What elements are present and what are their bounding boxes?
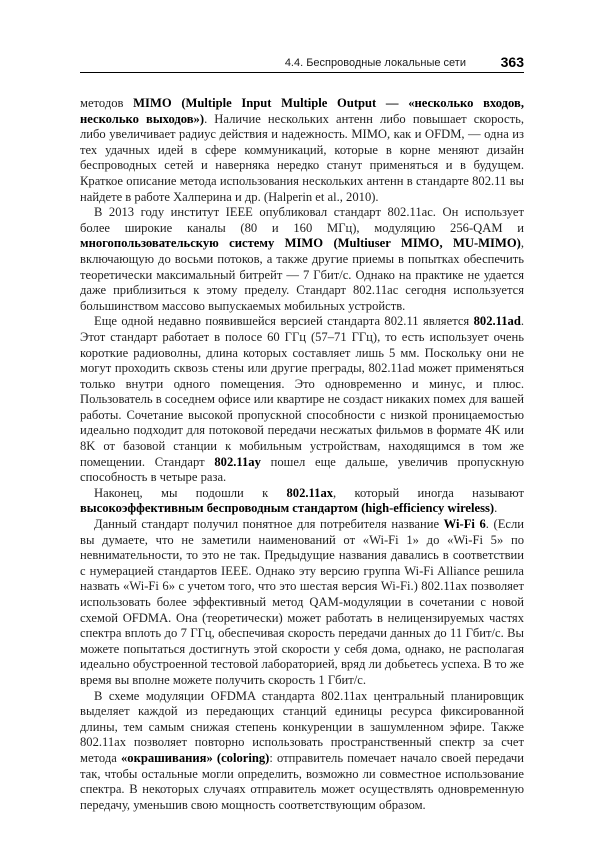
text-run: . Наличие нескольких антенн либо повышает скорость, либо увеличивает радиус действия и надежность. MIMO, как и OFDM, — одна из тех удачных идей в сфере коммуникаций, которые в корне меняют дизайн беспроводных сетей и наверняка нередко станут применяться и в будущем. Краткое описание метода использования нескольких антенн в стандарте 802.11 вы найдете в работе Халперина и др. (Halperin et al., 2010). [80, 111, 525, 204]
text-run: методов [80, 96, 134, 110]
paragraph-80211ac [80, 205, 524, 314]
text-run: . (Если вы думаете, что не заметили наименований от «Wi-Fi 1» до «Wi-Fi 5» по невнимательности, то это не так. Предыдущие названия давались в соответствии с нумерацией стандартов IEEE. Однако эту версию группа Wi-Fi Alliance решила назвать «Wi-Fi 6» с учетом того, что это шестая версия Wi-Fi.) 802.11ax позволяет использовать более эффективный метод QAM-модуляции в сочетании с новой схемой OFDMA. Она (теоретически) может работать в нелицензируемых частях спектра вплоть до 7 ГГц, обеспечивая скорость передачи данных до 11 Гбит/с. Вы можете попытаться достигнуть этой скорости у себя дома, однако, не располагая идеально обустроенной тестовой лабораторией, вряд ли добьетесь успеха. В то же время вы вполне можете получить скорость 1 Гбит/с. [80, 517, 524, 687]
text-run: В 2013 году институт IEEE опубликовал стандарт 802.11ac. Он использует более широкие каналы (80 и 160 МГц), модуляцию 256-QAM и [80, 205, 524, 235]
paragraph-wifi6 [80, 517, 524, 689]
term-wifi6: Wi-Fi 6 [443, 517, 486, 532]
text-run: Еще одной недавно появившейся версией стандарта 802.11 является [94, 314, 474, 329]
text-run: В схеме модуляции OFDMA стандарта 802.11ax центральный планировщик выделяет каждой из передающих станций единицы ресурса фиксированной длины, тем самым снижая степень конкуренции в зашумленном эфире. Также 802.11ax позволяет повторно использовать пространственный спектр за счет метода [80, 688, 524, 765]
term-coloring: «окрашивания» (coloring) [120, 750, 270, 765]
term-80211ay: 802.11ay [214, 454, 261, 469]
term-80211ax: 802.11ax [286, 485, 334, 500]
body-text [80, 96, 524, 813]
term-mimo: MIMO (Multiple Input Multiple Output — «несколько входов, несколько выходов») [80, 96, 524, 126]
text-run: . Этот стандарт работает в полосе 60 ГГц (57–71 ГГц), то есть использует очень короткие радиоволны, длина которых составляет лишь 5 мм. Поскольку они не могут проходить сквозь стены или другие преграды, 802.11ad может применяться только внутри одного помещения. Это одновременно и минус, и плюс. Пользователь в соседнем офисе или квартире не создаст никаких помех для вашей работы. Сочетание высокой пропускной способности с низкой проницаемостью идеально подходит для потоковой передачи несжатых фильмов в формате 4K или 8K от базовой станции к мобильным устройствам, находящимся в том же помещении. Стандарт [80, 314, 524, 469]
paragraph-80211ax-intro [80, 486, 524, 517]
text-run: , который иногда называют [333, 485, 525, 500]
paragraph-80211ad [80, 314, 524, 486]
term-high-efficiency-wireless: высокоэффективным беспроводным стандартом (high-efficiency wireless) [80, 501, 495, 516]
text-run: Наконец, мы подошли к [94, 485, 287, 500]
text-run: пошел еще дальше, увеличив пропускную способность в четыре раза. [80, 454, 524, 485]
text-run: , включающую до восьми потоков, а также другие приемы в попытках обеспечить теоретически максимальный битрейт — 7 Гбит/с. Однако на практике не удается даже приблизиться к этому пределу. Стандарт 802.11ac сегодня используется большинством массово выпускаемых мобильных устройств. [80, 236, 524, 313]
text-run: : отправитель помечает начало своей передачи так, чтобы остальные могли определить, возможно ли совместное использование спектра. В некоторых случаях отправитель может осуществлять одновременную передачу, уменьшив свою мощность соответствующим образом. [80, 750, 525, 812]
paragraph-ofdma [80, 689, 524, 814]
page-number: 363 [500, 54, 524, 70]
paragraph-mimo [80, 96, 524, 205]
text-run: . [494, 501, 498, 516]
term-mu-mimo: многопользовательскую систему MIMO (Multiuser MIMO, MU-MIMO) [80, 236, 521, 251]
running-head: 4.4. Беспроводные локальные сети [284, 57, 466, 69]
term-80211ad: 802.11ad [473, 314, 521, 329]
text-run: Данный стандарт получил понятное для потребителя название [94, 517, 444, 532]
page-header [80, 52, 524, 73]
